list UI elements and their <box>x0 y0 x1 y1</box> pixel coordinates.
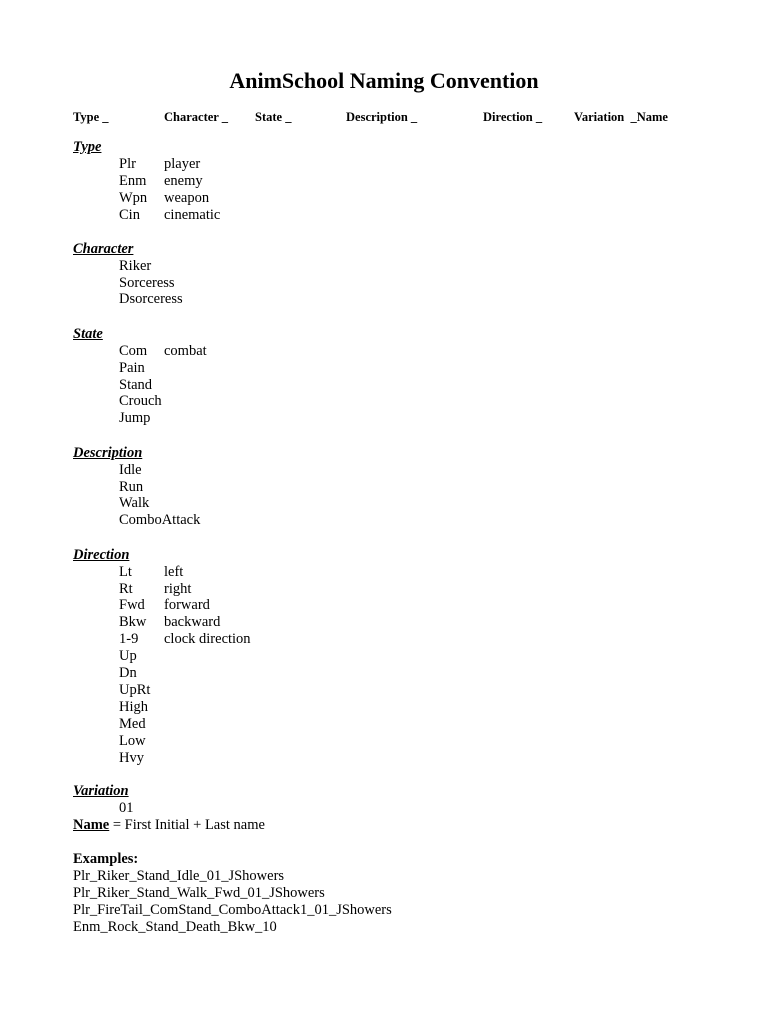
item-code: Stand <box>119 377 153 393</box>
section-heading-state: State <box>73 326 103 342</box>
item-meaning: forward <box>164 597 210 613</box>
naming-pattern-header <box>73 110 713 126</box>
page-title: AnimSchool Naming Convention <box>229 68 539 93</box>
item-code: Enm <box>119 173 147 189</box>
item-meaning: backward <box>164 614 221 630</box>
item-code: Fwd <box>119 597 145 613</box>
section-heading-variation: Variation <box>73 783 129 799</box>
example-item: Enm_Rock_Stand_Death_Bkw_10 <box>73 919 277 935</box>
item-meaning: player <box>164 156 201 172</box>
section-heading-character: Character <box>73 241 134 257</box>
header-field-description: Description _ <box>346 110 418 124</box>
examples-heading: Examples: <box>73 851 139 867</box>
item-code: Com <box>119 343 148 359</box>
item-code: Crouch <box>119 393 162 409</box>
item-code: 01 <box>119 800 134 816</box>
item-meaning: clock direction <box>164 631 251 647</box>
header-field-variation-name: Variation _Name <box>574 110 668 124</box>
item-code: Idle <box>119 462 142 478</box>
item-code: Riker <box>119 258 152 274</box>
item-meaning: weapon <box>164 190 210 206</box>
item-code: Plr <box>119 156 136 172</box>
item-code: Run <box>119 479 144 495</box>
item-code: Hvy <box>119 750 144 766</box>
item-code: UpRt <box>119 682 151 698</box>
item-code: Pain <box>119 360 145 376</box>
header-field-direction: Direction _ <box>483 110 543 124</box>
item-code: Rt <box>119 581 133 597</box>
header-field-type: Type _ <box>73 110 109 124</box>
name-rule-text: = First Initial + Last name <box>109 817 265 833</box>
example-item: Plr_Riker_Stand_Idle_01_JShowers <box>73 868 285 884</box>
item-code: Dsorceress <box>119 291 183 307</box>
example-item: Plr_Riker_Stand_Walk_Fwd_01_JShowers <box>73 885 325 901</box>
item-meaning: enemy <box>164 173 203 189</box>
item-code: Med <box>119 716 146 732</box>
section-heading-description: Description <box>73 445 143 461</box>
item-code: Cin <box>119 207 140 223</box>
item-code: Jump <box>119 410 151 426</box>
name-rule <box>73 817 265 834</box>
item-code: Dn <box>119 665 137 681</box>
item-code: Low <box>119 733 146 749</box>
name-rule-label: Name <box>73 817 110 833</box>
item-meaning: left <box>164 564 184 580</box>
example-item: Plr_FireTail_ComStand_ComboAttack1_01_JShowers <box>73 902 392 918</box>
section-heading-type: Type <box>73 139 102 155</box>
item-meaning: cinematic <box>164 207 221 223</box>
item-code: ComboAttack <box>119 512 201 528</box>
item-code: Wpn <box>119 190 148 206</box>
item-code: Sorceress <box>119 275 175 291</box>
section-heading-direction: Direction <box>73 547 130 563</box>
header-field-state: State _ <box>255 110 292 124</box>
item-meaning: right <box>164 581 192 597</box>
item-code: Bkw <box>119 614 147 630</box>
item-code: Lt <box>119 564 132 580</box>
item-code: Walk <box>119 495 150 511</box>
item-code: Up <box>119 648 137 664</box>
item-code: 1-9 <box>119 631 139 647</box>
header-field-character: Character _ <box>164 110 228 124</box>
item-meaning: combat <box>164 343 207 359</box>
item-code: High <box>119 699 148 715</box>
